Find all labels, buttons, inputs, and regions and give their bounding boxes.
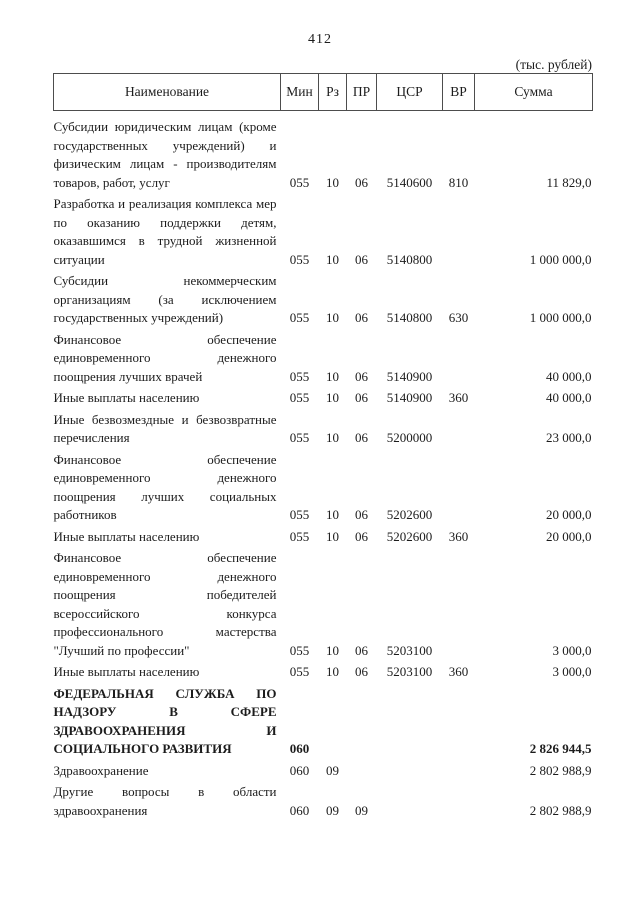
col-header-pr: ПР	[347, 74, 377, 111]
cell-sum: 3 000,0	[552, 642, 592, 658]
cell-vr: 360	[448, 390, 469, 405]
cell-sum: 40 000,0	[546, 390, 592, 405]
cell-csr: 5140900	[386, 368, 433, 384]
cell-name: Иные выплаты населению	[53, 390, 200, 405]
cell-pr: 06	[355, 642, 368, 658]
cell-min: 060	[289, 741, 310, 756]
cell-name: Здравоохранение	[53, 762, 149, 778]
table-header	[54, 74, 593, 111]
cell-csr: 5140800	[386, 310, 433, 325]
cell-rz: 10	[326, 528, 339, 544]
page-number: 412	[308, 32, 332, 47]
col-header-rz: Рз	[319, 74, 347, 111]
cell-min: 055	[289, 642, 310, 658]
cell-min: 055	[289, 390, 310, 405]
cell-rz: 09	[326, 802, 339, 818]
cell-name: Иные выплаты населению	[53, 664, 200, 679]
cell-pr: 06	[355, 310, 368, 325]
cell-min: 060	[289, 802, 310, 818]
cell-pr: 06	[355, 174, 368, 190]
page-content	[53, 57, 592, 820]
cell-rz: 09	[326, 762, 339, 778]
table-row	[54, 682, 593, 759]
cell-name: Иные безвозмездные и безвозвратные перечисления	[53, 411, 277, 445]
cell-name: Финансовое обеспечение единовременного денежного поощрения победителей всероссийского конкурса профессионального мастерства "Лучший по профессии"	[53, 550, 277, 658]
cell-name: Другие вопросы в области здравоохранения	[53, 784, 277, 818]
cell-rz: 10	[326, 430, 339, 445]
cell-min: 055	[289, 507, 310, 522]
cell-rz: 10	[326, 251, 339, 267]
cell-sum: 2 802 988,9	[529, 762, 592, 778]
cell-name: Иные выплаты населению	[53, 528, 200, 544]
cell-min: 055	[289, 528, 310, 544]
cell-pr	[347, 759, 377, 781]
table-row	[54, 408, 593, 448]
cell-pr	[347, 682, 377, 759]
cell-min: 055	[289, 310, 310, 325]
cell-vr: 360	[448, 664, 469, 679]
cell-min: 055	[289, 251, 310, 267]
cell-csr: 5140800	[386, 251, 433, 267]
cell-csr	[377, 759, 443, 781]
cell-min: 055	[289, 174, 310, 190]
cell-vr	[443, 448, 475, 525]
cell-csr: 5202600	[386, 507, 433, 522]
cell-sum: 3 000,0	[552, 664, 592, 679]
cell-sum: 2 826 944,5	[529, 741, 592, 756]
cell-vr: 810	[448, 174, 469, 190]
cell-pr: 06	[355, 368, 368, 384]
col-header-name: Наименование	[54, 74, 281, 111]
cell-min: 055	[289, 368, 310, 384]
cell-pr: 06	[355, 390, 368, 405]
cell-csr: 5202600	[386, 528, 433, 544]
cell-vr	[443, 682, 475, 759]
cell-csr	[377, 682, 443, 759]
col-header-sum: Сумма	[475, 74, 593, 111]
cell-vr	[443, 192, 475, 269]
cell-sum: 20 000,0	[546, 528, 592, 544]
cell-sum: 23 000,0	[546, 430, 592, 445]
cell-min: 055	[289, 430, 310, 445]
col-header-vr: ВР	[443, 74, 475, 111]
cell-vr	[443, 759, 475, 781]
cell-rz: 10	[326, 664, 339, 679]
table-header-row	[54, 74, 593, 111]
cell-vr: 360	[448, 528, 469, 544]
cell-csr: 5140900	[386, 390, 433, 405]
table-row	[54, 759, 593, 781]
cell-sum: 1 000 000,0	[529, 310, 592, 325]
cell-rz	[319, 682, 347, 759]
table-row	[54, 546, 593, 660]
table-row	[54, 269, 593, 328]
cell-pr: 06	[355, 528, 368, 544]
cell-name: Финансовое обеспечение единовременного денежного поощрения лучших социальных работников	[53, 451, 277, 522]
cell-sum: 1 000 000,0	[529, 251, 592, 267]
table-row	[54, 660, 593, 682]
cell-min: 055	[289, 664, 310, 679]
cell-sum: 40 000,0	[546, 368, 592, 384]
cell-sum: 2 802 988,9	[529, 802, 592, 818]
cell-vr	[443, 328, 475, 387]
table-body	[54, 111, 593, 821]
cell-pr: 06	[355, 251, 368, 267]
cell-min: 060	[289, 762, 310, 778]
units-label: (тыс. рублей)	[515, 57, 592, 72]
cell-vr	[443, 780, 475, 820]
cell-csr: 5203100	[386, 664, 433, 679]
cell-rz: 10	[326, 310, 339, 325]
cell-sum: 11 829,0	[546, 174, 592, 190]
cell-csr: 5140600	[386, 174, 433, 190]
cell-name: Разработка и реализация комплекса мер по оказанию поддержки детям, оказавшимся в трудной жизненной ситуации	[53, 196, 277, 267]
budget-table	[53, 73, 593, 820]
cell-rz: 10	[326, 642, 339, 658]
cell-name: Субсидии юридическим лицам (кроме государственных учреждений) и физическим лицам - производителям товаров, работ, услуг	[53, 119, 277, 190]
cell-rz: 10	[326, 368, 339, 384]
cell-vr	[443, 408, 475, 448]
table-row	[54, 780, 593, 820]
cell-vr: 630	[448, 310, 469, 325]
cell-csr	[377, 780, 443, 820]
table-row	[54, 328, 593, 387]
cell-pr: 06	[355, 507, 368, 522]
cell-csr: 5203100	[386, 642, 433, 658]
cell-vr	[443, 546, 475, 660]
cell-rz: 10	[326, 507, 339, 522]
cell-csr: 5200000	[386, 430, 433, 445]
cell-rz: 10	[326, 174, 339, 190]
cell-name: Финансовое обеспечение единовременного денежного поощрения лучших врачей	[53, 331, 277, 384]
table-row	[54, 448, 593, 525]
table-row	[54, 525, 593, 547]
cell-name: ФЕДЕРАЛЬНАЯ СЛУЖБА ПО НАДЗОРУ В СФЕРЕ ЗДРАВООХРАНЕНИЯ И СОЦИАЛЬНОГО РАЗВИТИЯ	[53, 685, 277, 756]
table-row	[54, 192, 593, 269]
cell-pr: 09	[355, 802, 368, 818]
col-header-min: Мин	[281, 74, 319, 111]
cell-name: Субсидии некоммерческим организациям (за исключением государственных учреждений)	[53, 273, 277, 325]
table-row	[54, 111, 593, 193]
cell-sum: 20 000,0	[546, 507, 592, 522]
cell-pr: 06	[355, 664, 368, 679]
cell-pr: 06	[355, 430, 368, 445]
cell-rz: 10	[326, 390, 339, 405]
col-header-csr: ЦСР	[377, 74, 443, 111]
table-row	[54, 386, 593, 408]
